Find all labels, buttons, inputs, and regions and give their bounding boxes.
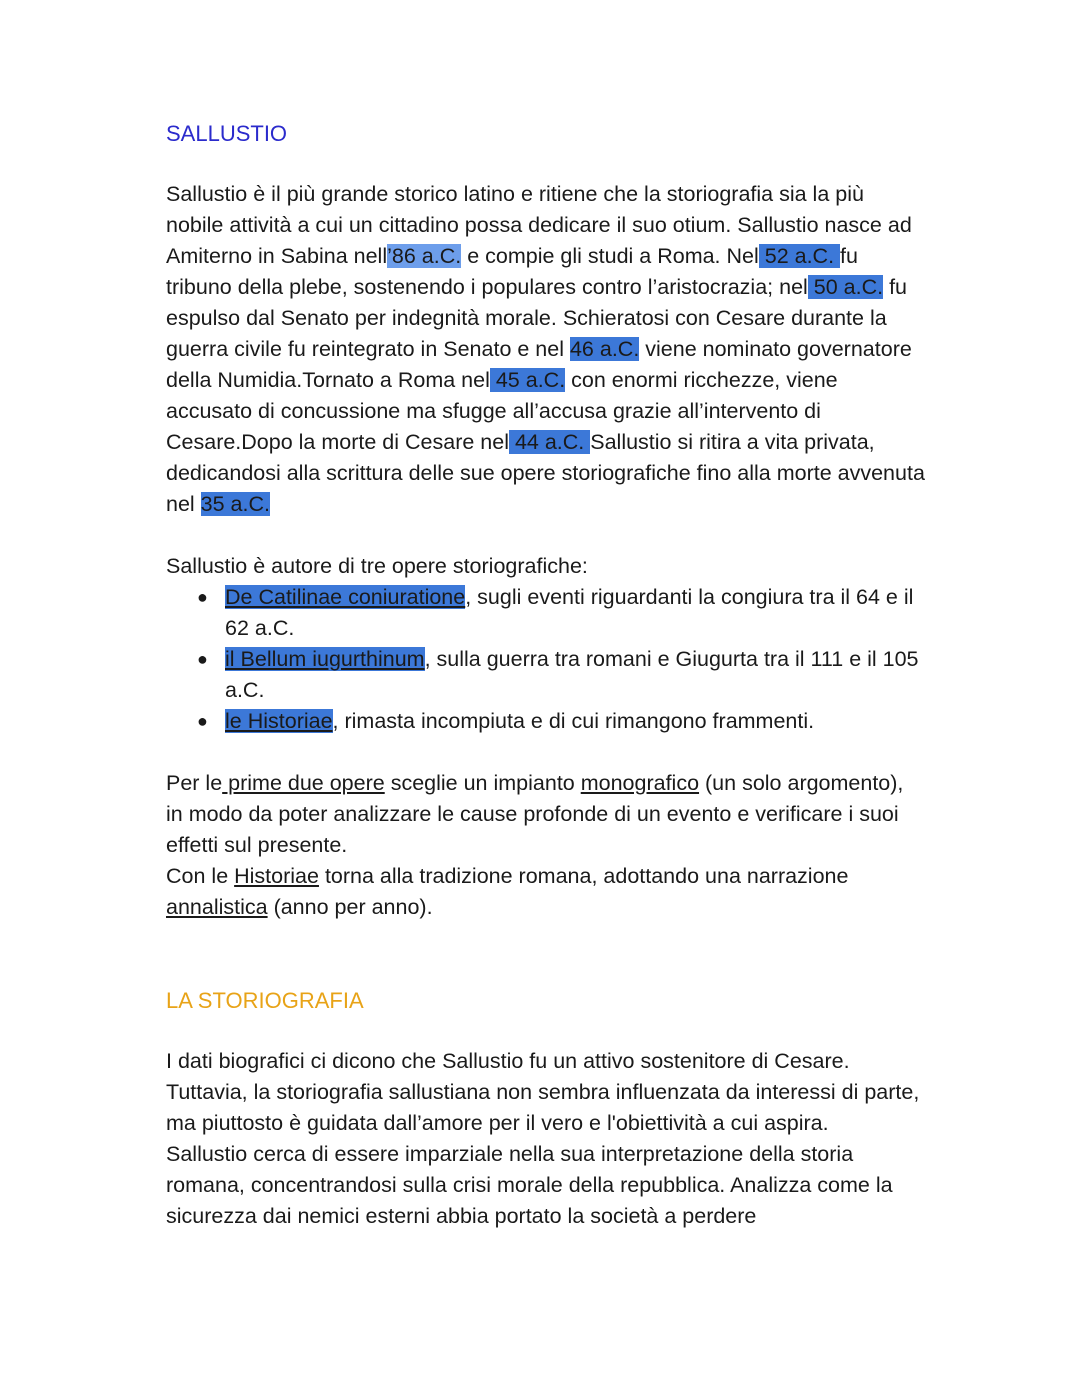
date-highlight: 35 a.C. <box>200 492 270 516</box>
date-highlight: 44 a.C. <box>508 430 591 454</box>
work-description: , sulla guerra tra romani e Giugurta tra il 111 e il 105 a.C. <box>225 647 919 702</box>
date-highlight: 50 a.C. <box>807 275 884 299</box>
work-title: De Catilinae coniuratione <box>225 585 466 609</box>
date-highlight: 45 a.C. <box>489 368 566 392</box>
list-item <box>166 582 926 644</box>
text-run: Con le <box>166 864 235 888</box>
section-title-storiografia: LA STORIOGRAFIA <box>166 988 364 1013</box>
list-item <box>166 706 926 737</box>
text-run: e compie gli studi a Roma. Nel <box>461 244 759 268</box>
text-run: fu tribuno della plebe, sostenendo i populares contro l’aristocrazia; nel <box>166 244 858 299</box>
list-item <box>166 644 926 706</box>
work-title: le Historiae <box>225 709 333 733</box>
underlined-term: annalistica <box>166 895 268 919</box>
date-highlight: 52 a.C. <box>758 244 841 268</box>
bullet-icon: ● <box>197 711 208 731</box>
date-highlight: ’86 a.C. <box>387 244 462 268</box>
works-intro: Sallustio è autore di tre opere storiografiche: <box>166 554 588 578</box>
text-run: Per le <box>166 771 223 795</box>
work-description: , rimasta incompiuta e di cui rimangono frammenti. <box>332 709 815 733</box>
section-title-sallustio: SALLUSTIO <box>166 121 288 146</box>
date-highlight: 46 a.C. <box>569 337 640 361</box>
bullet-icon: ● <box>197 587 208 607</box>
monographic-paragraph <box>166 768 926 861</box>
text-run: viene nominato governatore della Numidia.Tornato a Roma nel <box>166 337 912 392</box>
underlined-term: Historiae <box>234 864 319 888</box>
text-run: (un solo argomento), in modo da poter analizzare le cause profonde di un evento e verificare i suoi effetti sul presente. <box>166 771 904 857</box>
work-description: , sugli eventi riguardanti la congiura tra il 64 e il 62 a.C. <box>225 585 914 640</box>
historiae-paragraph <box>166 861 926 923</box>
storiografia-paragraph-1: I dati biografici ci dicono che Sallustio fu un attivo sostenitore di Cesare. Tuttavia, la storiografia sallustiana non sembra influenzata da interessi di parte, ma piuttosto è guidata dall’amore per il vero e l'obiettività a cui aspira. <box>166 1049 920 1135</box>
text-run: fu espulso dal Senato per indegnità morale. Schieratosi con Cesare durante la guerra civile fu reintegrato in Senato e nel <box>166 275 908 361</box>
bullet-icon: ● <box>197 649 208 669</box>
underlined-term: monografico <box>580 771 700 795</box>
text-run: sceglie un impianto <box>384 771 581 795</box>
document-body <box>166 118 926 1232</box>
work-title: il Bellum iugurthinum <box>225 647 425 671</box>
works-list <box>166 582 926 737</box>
text-run: torna alla tradizione romana, adottando una narrazione <box>318 864 849 888</box>
text-run: Sallustio si ritira a vita privata, dedicandosi alla scrittura delle sue opere storiografiche fino alla morte avvenuta nel <box>166 430 925 516</box>
text-run: (anno per anno). <box>267 895 433 919</box>
text-run: Sallustio è il più grande storico latino e ritiene che la storiografia sia la più nobile attività a cui un cittadino possa dedicare il suo otium. Sallustio nasce ad Amiterno in Sabina nell <box>166 182 912 268</box>
underlined-term: prime due opere <box>222 771 385 795</box>
text-run: con enormi ricchezze, viene accusato di concussione ma sfugge all’accusa grazie all’intervento di Cesare.Dopo la morte di Cesare nel <box>166 368 838 454</box>
biography-paragraph <box>166 179 926 520</box>
storiografia-paragraph-2: Sallustio cerca di essere imparziale nella sua interpretazione della storia romana, concentrandosi sulla crisi morale della repubblica. Analizza come la sicurezza dai nemici esterni abbia portato la società a perdere <box>166 1142 893 1228</box>
